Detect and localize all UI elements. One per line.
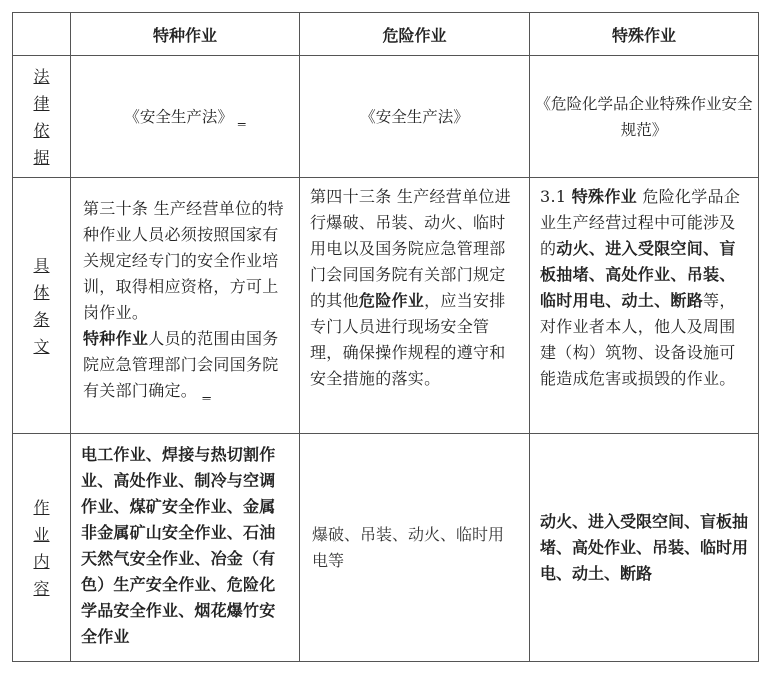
legal-basis-dangerous-text: 《安全生产法》: [360, 107, 469, 126]
provision-trailing-mark: _: [202, 381, 211, 400]
header-special-type-work: 特种作业: [71, 13, 300, 56]
header-special-work: 特殊作业: [530, 13, 759, 56]
header-dangerous-work: 危险作业: [300, 13, 530, 56]
provision-dangerous-term: 危险作业: [358, 291, 425, 310]
work-content-row: [13, 434, 759, 662]
provision-row: [13, 178, 759, 434]
legal-basis-special-type-text: 《安全生产法》: [124, 107, 233, 126]
provision-special-type-term: 特种作业: [83, 329, 149, 348]
provision-dangerous-paragraph: [300, 178, 529, 392]
legal-basis-dangerous: [300, 56, 530, 178]
legal-basis-special-text: 《危险化学品企业特殊作业安全规范》: [535, 94, 753, 139]
row-label-provision: [13, 178, 71, 434]
provision-dangerous: [300, 178, 530, 434]
row-label-legal-basis: [13, 56, 71, 178]
provision-special-type-article: 第三十条 生产经营单位的特种作业人员必须按照国家有关规定经专门的安全作业培训，取得相应资格，方可上岗作业。: [83, 199, 284, 322]
provision-special-type-paragraph: [71, 178, 299, 404]
header-row: [13, 13, 759, 56]
row-label-work-content: [13, 434, 71, 662]
work-content-dangerous-text: 爆破、吊装、动火、临时用电等: [312, 524, 505, 570]
provision-special-text2: 等，对作业者本人，他人及周围建（构）筑物、设备设施可能造成危害或损毁的作业。: [540, 291, 736, 388]
work-type-comparison-table: [12, 12, 759, 662]
row-label-provision-text: 具体条文: [33, 255, 50, 356]
provision-special-text1: 危险化学品企业生产经营过程中可能涉及的: [540, 187, 741, 258]
provision-dangerous-rest: ，应当安排专门人员进行现场安全管理，确保操作规程的遵守和安全措施的落实。: [310, 291, 506, 388]
provision-special: [530, 178, 759, 434]
work-content-special-type: [71, 434, 300, 662]
provision-special-type: [71, 178, 300, 434]
provision-special-paragraph: [530, 178, 758, 392]
provision-dangerous-article: 第四十三条 生产经营单位进行爆破、吊装、动火、临时用电以及国务院应急管理部门会同国务院有关部门规定的其他: [310, 187, 511, 310]
provision-special-term: 特殊作业: [571, 187, 637, 206]
provision-special-work-list: 动火、进入受限空间、盲板抽堵、高处作业、吊装、临时用电、动土、断路: [540, 239, 736, 310]
header-blank-cell: [13, 13, 71, 56]
row-label-legal-basis-text: 法律依据: [33, 66, 50, 167]
legal-basis-special-type: [71, 56, 300, 178]
legal-basis-trailing-mark: _: [237, 107, 246, 126]
work-content-special-type-text: 电工作业、焊接与热切割作业、高处作业、制冷与空调作业、煤矿安全作业、金属非金属矿山安全作业、石油天然气安全作业、冶金（有色）生产安全作业、危险化学品安全作业、烟花爆竹安全作业: [81, 445, 276, 646]
work-content-special-text: 动火、进入受限空间、盲板抽堵、高处作业、吊装、临时用电、动土、断路: [540, 511, 749, 583]
legal-basis-row: [13, 56, 759, 178]
provision-special-type-scope: 人员的范围由国务院应急管理部门会同国务院有关部门确定。: [83, 329, 279, 400]
work-content-dangerous: [300, 434, 530, 662]
work-content-special: [530, 434, 759, 662]
legal-basis-special: [530, 56, 759, 178]
provision-special-number: 3.1: [540, 187, 572, 206]
comparison-table-wrapper: [12, 12, 759, 662]
row-label-work-content-text: 作业内容: [33, 497, 50, 598]
